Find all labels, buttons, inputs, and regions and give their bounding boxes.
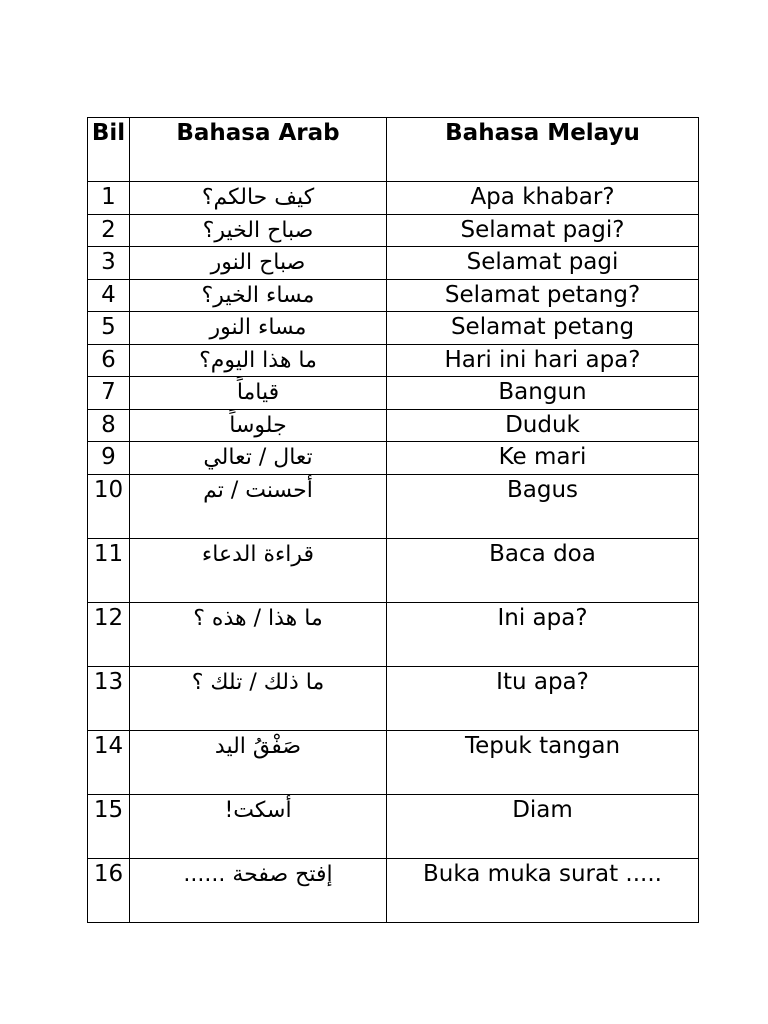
arabic-phrase: أحسنت / تم <box>130 474 387 538</box>
row-number: 10 <box>88 474 130 538</box>
row-number: 5 <box>88 312 130 345</box>
table-row <box>88 538 699 602</box>
header-bahasa-melayu: Bahasa Melayu <box>387 118 699 182</box>
row-number: 2 <box>88 214 130 247</box>
table-row <box>88 279 699 312</box>
arabic-phrase: قياماً <box>130 377 387 410</box>
arabic-phrase: قراءة الدعاء <box>130 538 387 602</box>
row-number: 3 <box>88 247 130 280</box>
table-row <box>88 858 699 922</box>
table-row <box>88 602 699 666</box>
malay-phrase: Baca doa <box>387 538 699 602</box>
row-number: 13 <box>88 666 130 730</box>
table-row <box>88 474 699 538</box>
malay-phrase: Selamat petang <box>387 312 699 345</box>
row-number: 12 <box>88 602 130 666</box>
table-row <box>88 247 699 280</box>
arabic-phrase: كيف حالكم؟ <box>130 182 387 215</box>
row-number: 6 <box>88 344 130 377</box>
malay-phrase: Apa khabar? <box>387 182 699 215</box>
arabic-phrase: ما ذلك / تلك ؟ <box>130 666 387 730</box>
header-bahasa-arab: Bahasa Arab <box>130 118 387 182</box>
malay-phrase: Diam <box>387 794 699 858</box>
table-row <box>88 442 699 475</box>
malay-phrase: Selamat pagi <box>387 247 699 280</box>
row-number: 4 <box>88 279 130 312</box>
table-row <box>88 409 699 442</box>
arabic-phrase: تعال / تعالي <box>130 442 387 475</box>
malay-phrase: Selamat petang? <box>387 279 699 312</box>
arabic-phrase: جلوساً <box>130 409 387 442</box>
malay-phrase: Itu apa? <box>387 666 699 730</box>
row-number: 15 <box>88 794 130 858</box>
table-row <box>88 377 699 410</box>
arabic-phrase: مساء النور <box>130 312 387 345</box>
malay-phrase: Bagus <box>387 474 699 538</box>
table-row <box>88 344 699 377</box>
vocabulary-table <box>87 117 699 923</box>
table-row <box>88 666 699 730</box>
row-number: 1 <box>88 182 130 215</box>
arabic-phrase: ما هذا / هذه ؟ <box>130 602 387 666</box>
row-number: 7 <box>88 377 130 410</box>
arabic-phrase: مساء الخير؟ <box>130 279 387 312</box>
table-row <box>88 730 699 794</box>
table-row <box>88 312 699 345</box>
arabic-phrase: صباح النور <box>130 247 387 280</box>
arabic-phrase: صَفْقُ اليد <box>130 730 387 794</box>
malay-phrase: Buka muka surat ..... <box>387 858 699 922</box>
arabic-phrase: أسكت! <box>130 794 387 858</box>
malay-phrase: Duduk <box>387 409 699 442</box>
row-number: 11 <box>88 538 130 602</box>
malay-phrase: Hari ini hari apa? <box>387 344 699 377</box>
arabic-phrase: ما هذا اليوم؟ <box>130 344 387 377</box>
header-bil: Bil <box>88 118 130 182</box>
row-number: 9 <box>88 442 130 475</box>
malay-phrase: Bangun <box>387 377 699 410</box>
arabic-phrase: إفتح صفحة ...... <box>130 858 387 922</box>
table-row <box>88 182 699 215</box>
malay-phrase: Selamat pagi? <box>387 214 699 247</box>
table-row <box>88 214 699 247</box>
malay-phrase: Ke mari <box>387 442 699 475</box>
malay-phrase: Ini apa? <box>387 602 699 666</box>
arabic-phrase: صباح الخير؟ <box>130 214 387 247</box>
row-number: 16 <box>88 858 130 922</box>
table-row <box>88 794 699 858</box>
malay-phrase: Tepuk tangan <box>387 730 699 794</box>
header-row <box>88 118 699 182</box>
row-number: 14 <box>88 730 130 794</box>
row-number: 8 <box>88 409 130 442</box>
